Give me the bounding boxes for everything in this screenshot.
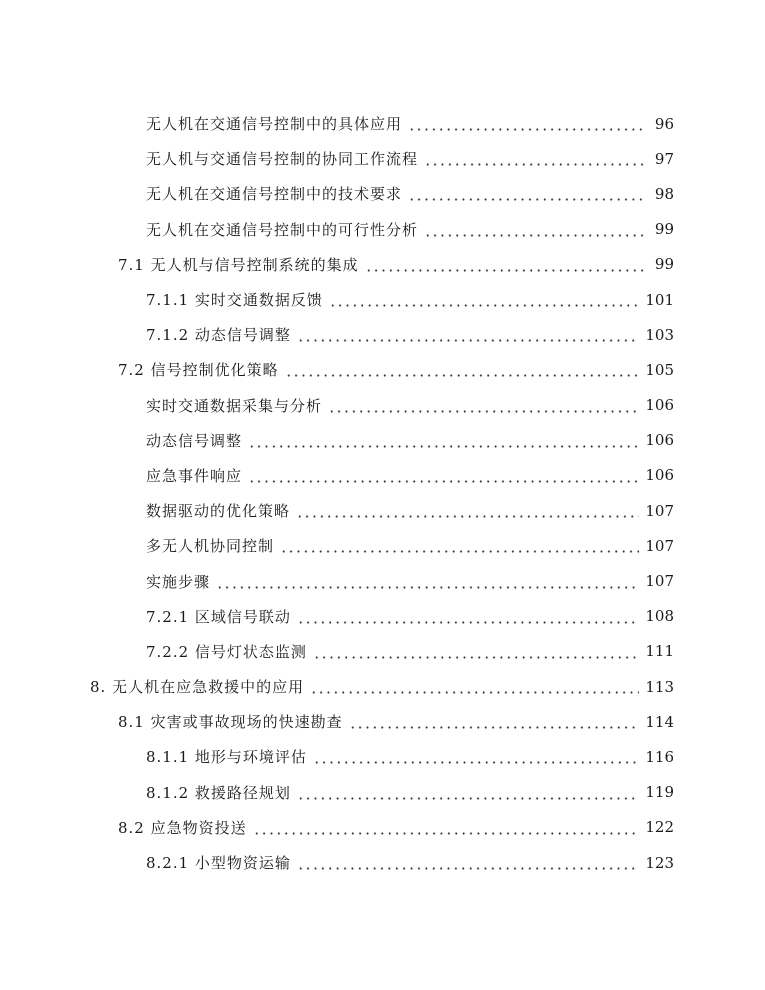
toc-entry[interactable]: [0, 563, 765, 598]
toc-page-number: 123: [645, 853, 674, 872]
toc-dot-leader: [365, 269, 646, 272]
toc-entry[interactable]: [0, 528, 765, 563]
toc-entry[interactable]: [0, 212, 765, 247]
table-of-contents: [0, 106, 765, 880]
toc-dot-leader: [310, 691, 639, 694]
toc-entry-title: 8.1.1 地形与环境评估: [146, 748, 307, 767]
toc-dot-leader: [313, 656, 639, 659]
toc-entry[interactable]: [0, 810, 765, 845]
toc-page-number: 107: [645, 501, 674, 520]
toc-entry-title: 7.2.2 信号灯状态监测: [146, 642, 307, 661]
toc-page-number: 107: [645, 572, 674, 591]
toc-entry[interactable]: [0, 493, 765, 528]
toc-page-number: 116: [645, 747, 674, 766]
toc-page-number: 99: [654, 220, 674, 239]
toc-page-number: 97: [654, 149, 674, 168]
toc-dot-leader: [424, 163, 646, 166]
toc-entry-title: 应急事件响应: [146, 466, 243, 485]
toc-entry[interactable]: [0, 352, 765, 387]
toc-page-number: 106: [645, 466, 674, 485]
toc-entry-title: 8.1 灾害或事故现场的快速勘查: [118, 713, 343, 732]
toc-dot-leader: [328, 410, 639, 413]
toc-entry-title: 7.2.1 区域信号联动: [146, 607, 291, 626]
toc-entry[interactable]: [0, 423, 765, 458]
toc-dot-leader: [248, 445, 639, 448]
toc-entry[interactable]: [0, 775, 765, 810]
toc-entry[interactable]: [0, 388, 765, 423]
toc-entry-title: 无人机在交通信号控制中的可行性分析: [146, 220, 419, 239]
toc-entry-title: 无人机与交通信号控制的协同工作流程: [146, 150, 419, 169]
toc-entry-title: 8. 无人机在应急救援中的应用: [90, 678, 305, 697]
toc-page-number: 99: [654, 255, 674, 274]
toc-page-number: 98: [654, 184, 674, 203]
toc-dot-leader: [216, 586, 639, 589]
toc-dot-leader: [248, 480, 639, 483]
toc-page-number: 105: [645, 360, 674, 379]
toc-entry-title: 多无人机协同控制: [146, 537, 275, 556]
toc-page-number: 103: [645, 325, 674, 344]
toc-entry[interactable]: [0, 704, 765, 739]
toc-entry-title: 7.1.2 动态信号调整: [146, 326, 291, 345]
toc-entry[interactable]: [0, 599, 765, 634]
toc-entry-title: 动态信号调整: [146, 431, 243, 450]
toc-dot-leader: [297, 621, 639, 624]
toc-entry[interactable]: [0, 634, 765, 669]
toc-entry[interactable]: [0, 282, 765, 317]
toc-entry-title: 数据驱动的优化策略: [146, 502, 291, 521]
toc-dot-leader: [408, 128, 646, 131]
toc-entry[interactable]: [0, 669, 765, 704]
toc-page-number: 122: [645, 818, 674, 837]
toc-dot-leader: [424, 234, 646, 237]
toc-page-number: 111: [645, 642, 674, 661]
toc-entry[interactable]: [0, 845, 765, 880]
toc-entry-title: 8.2 应急物资投送: [118, 818, 247, 837]
toc-entry[interactable]: [0, 141, 765, 176]
toc-dot-leader: [253, 832, 640, 835]
toc-entry-title: 8.2.1 小型物资运输: [146, 854, 291, 873]
toc-page-number: 113: [645, 677, 674, 696]
toc-entry-title: 无人机在交通信号控制中的具体应用: [146, 115, 403, 134]
toc-entry[interactable]: [0, 106, 765, 141]
toc-dot-leader: [297, 797, 639, 800]
toc-page-number: 119: [645, 783, 674, 802]
toc-entry-title: 7.2 信号控制优化策略: [118, 361, 279, 380]
toc-entry-title: 实施步骤: [146, 572, 211, 591]
toc-page-number: 108: [645, 607, 674, 626]
toc-dot-leader: [313, 761, 639, 764]
toc-entry-title: 实时交通数据采集与分析: [146, 396, 323, 415]
toc-dot-leader: [285, 374, 640, 377]
toc-entry[interactable]: [0, 176, 765, 211]
toc-entry[interactable]: [0, 247, 765, 282]
toc-page-number: 114: [645, 712, 674, 731]
toc-entry-title: 8.1.2 救援路径规划: [146, 783, 291, 802]
toc-entry-title: 7.1 无人机与信号控制系统的集成: [118, 255, 359, 274]
toc-dot-leader: [297, 339, 639, 342]
toc-dot-leader: [296, 515, 639, 518]
toc-page-number: 106: [645, 431, 674, 450]
toc-page-number: 106: [645, 396, 674, 415]
toc-dot-leader: [408, 198, 646, 201]
toc-page-number: 96: [654, 114, 674, 133]
toc-entry-title: 无人机在交通信号控制中的技术要求: [146, 185, 403, 204]
toc-dot-leader: [280, 550, 639, 553]
toc-page-number: 107: [645, 536, 674, 555]
toc-page-number: 101: [645, 290, 674, 309]
toc-entry-title: 7.1.1 实时交通数据反馈: [146, 291, 323, 310]
toc-dot-leader: [329, 304, 639, 307]
toc-dot-leader: [349, 726, 640, 729]
toc-entry[interactable]: [0, 739, 765, 774]
toc-entry[interactable]: [0, 317, 765, 352]
toc-entry[interactable]: [0, 458, 765, 493]
toc-dot-leader: [297, 867, 639, 870]
